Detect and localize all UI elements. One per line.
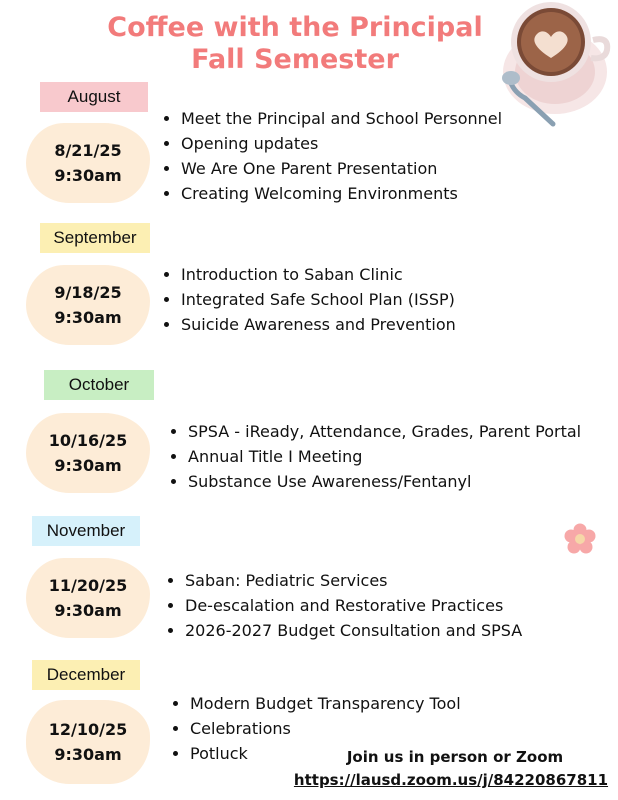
date-badge-october	[26, 413, 150, 493]
agenda-item: Substance Use Awareness/Fentanyl	[171, 469, 581, 494]
agenda-item: Introduction to Saban Clinic	[164, 262, 456, 287]
month-label-december: December	[32, 660, 140, 690]
meeting-time: 9:30am	[54, 456, 122, 475]
agenda-item: SPSA - iReady, Attendance, Grades, Parent Portal	[171, 419, 581, 444]
agenda-item: De-escalation and Restorative Practices	[168, 593, 522, 618]
agenda-item: Saban: Pediatric Services	[168, 568, 522, 593]
meeting-time: 9:30am	[54, 745, 122, 764]
agenda-item: Opening updates	[164, 131, 502, 156]
agenda-item: 2026-2027 Budget Consultation and SPSA	[168, 618, 522, 643]
agenda-item: Meet the Principal and School Personnel	[164, 106, 502, 131]
meeting-time: 9:30am	[54, 601, 122, 620]
coffee-cup-icon	[497, 0, 617, 130]
agenda-list-august	[164, 106, 502, 206]
join-text: Join us in person or Zoom	[346, 748, 564, 766]
meeting-time: 9:30am	[54, 166, 122, 185]
date-badge-december	[26, 700, 150, 784]
agenda-item: Integrated Safe School Plan (ISSP)	[164, 287, 456, 312]
page-title-line2: Fall Semester	[191, 44, 399, 75]
month-label-november: November	[32, 516, 140, 546]
month-label-october: October	[44, 370, 154, 400]
agenda-item: Celebrations	[173, 716, 461, 741]
agenda-item: We Are One Parent Presentation	[164, 156, 502, 181]
date-badge-november	[26, 558, 150, 638]
meeting-date: 8/21/25	[54, 141, 122, 160]
meeting-date: 9/18/25	[54, 283, 122, 302]
agenda-item: Modern Budget Transparency Tool	[173, 691, 461, 716]
agenda-list-september	[164, 262, 456, 337]
flower-icon	[563, 522, 597, 556]
date-badge-august	[26, 123, 150, 203]
agenda-item: Annual Title I Meeting	[171, 444, 581, 469]
agenda-item: Suicide Awareness and Prevention	[164, 312, 456, 337]
agenda-item: Potluck	[173, 741, 461, 766]
date-badge-september	[26, 265, 150, 345]
month-label-august: August	[40, 82, 148, 112]
page-title-line1: Coffee with the Principal	[107, 12, 483, 43]
meeting-date: 11/20/25	[48, 576, 128, 595]
zoom-link[interactable]: https://lausd.zoom.us/j/84220867811	[293, 771, 609, 789]
meeting-date: 12/10/25	[48, 720, 128, 739]
agenda-item: Creating Welcoming Environments	[164, 181, 502, 206]
meeting-date: 10/16/25	[48, 431, 128, 450]
month-label-september: September	[40, 223, 150, 253]
agenda-list-october	[171, 419, 581, 494]
meeting-time: 9:30am	[54, 308, 122, 327]
agenda-list-november	[168, 568, 522, 643]
